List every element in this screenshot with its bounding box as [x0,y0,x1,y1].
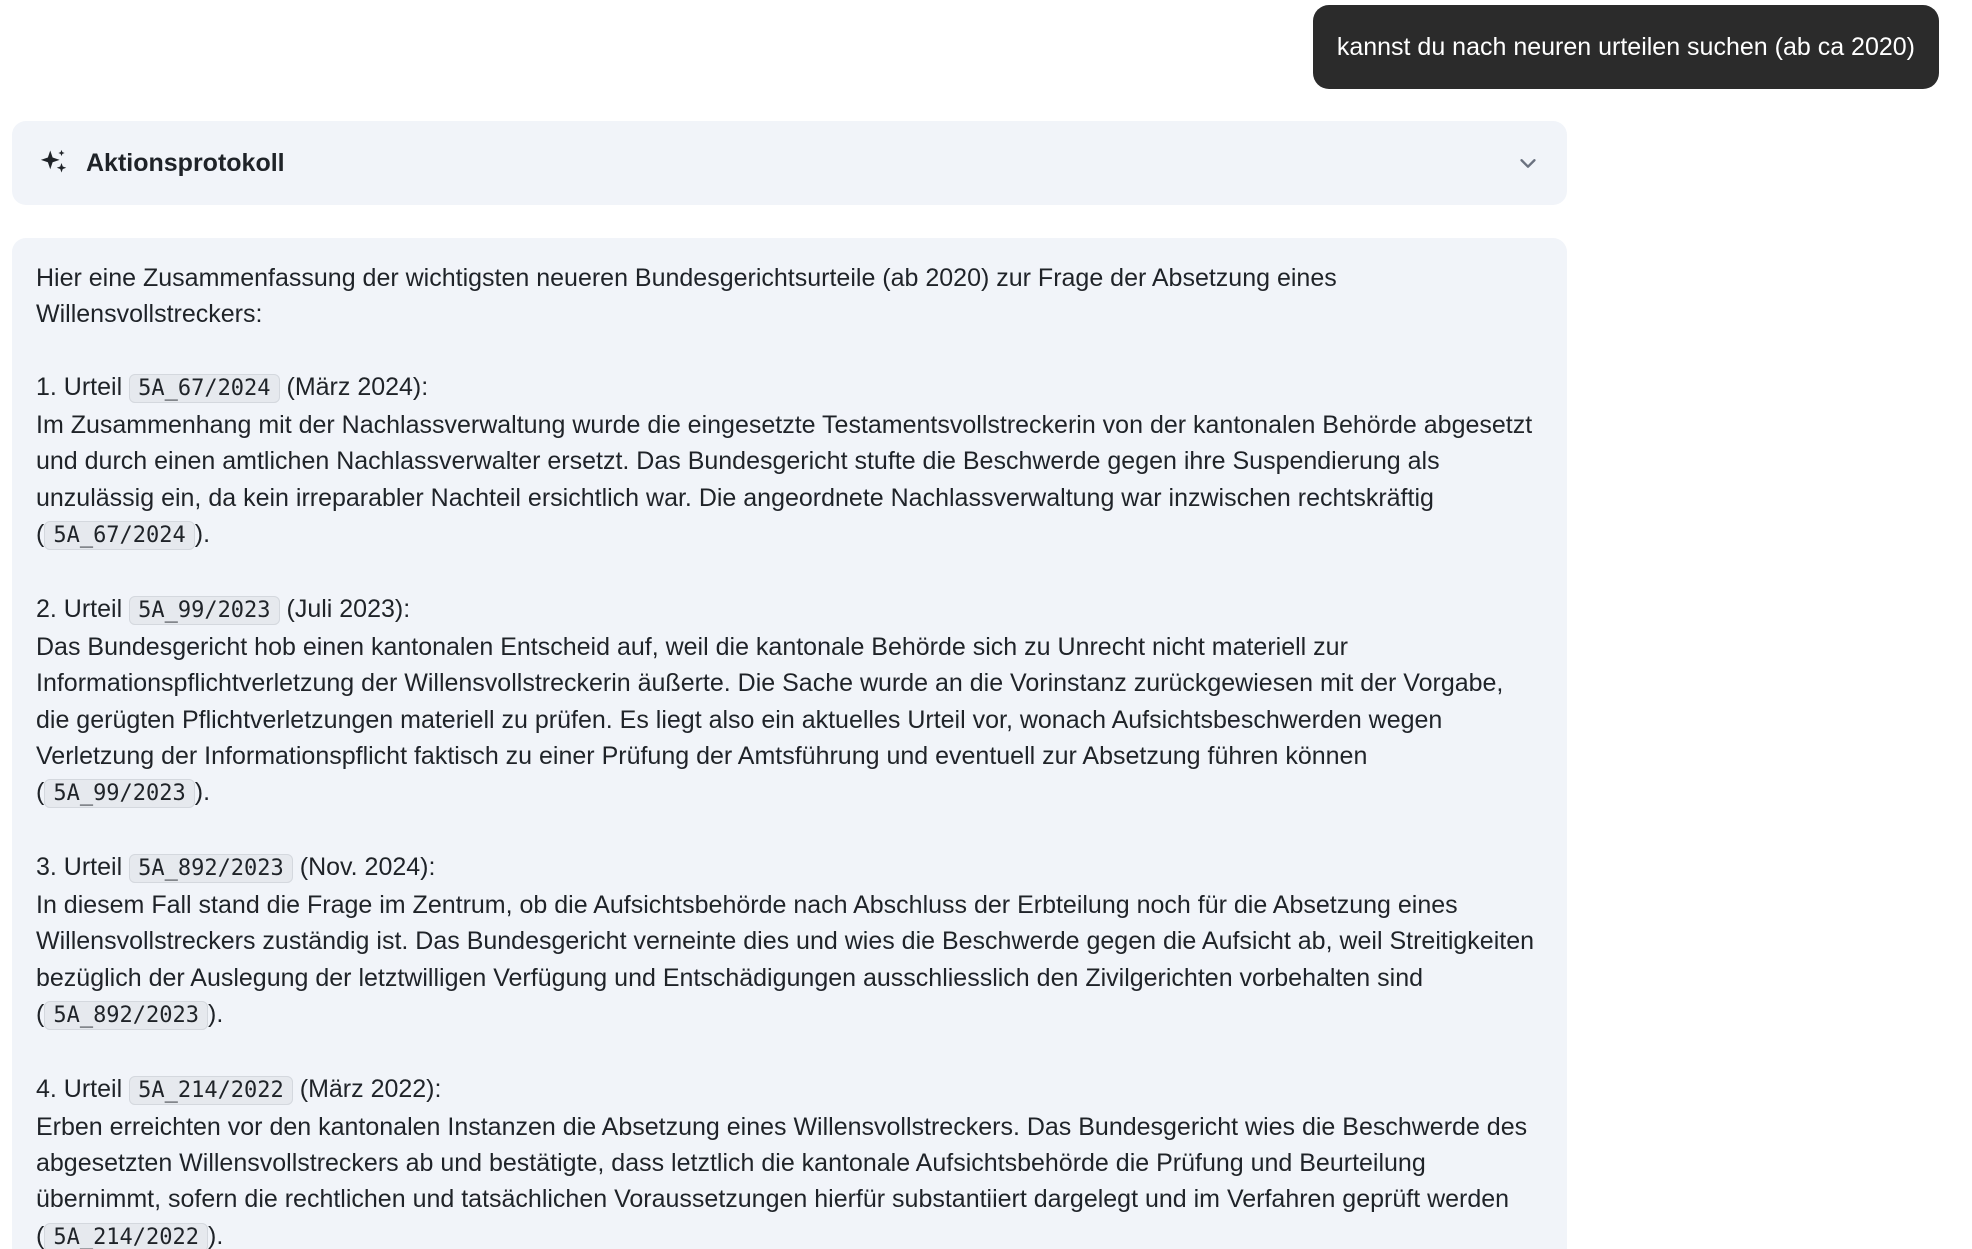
ruling-heading-2 [36,591,1543,629]
ruling-body-2 [36,629,1543,812]
ruling-prefix: 3. Urteil [36,852,130,881]
ruling-prefix: 4. Urteil [36,1074,130,1103]
ruling-heading-4 [36,1071,1543,1109]
ruling-reference-code: 5A_99/2023 [129,596,279,625]
ruling-body-text: Erben erreichten vor den kantonalen Instanzen die Absetzung eines Willensvollstreckers. Das Bundesgericht wies die Beschwerde des abgesetzten Willensvollstreckers ab und bestätigte, dass letztlich die kantonale Aufsichtsbehörde die Prüfung und Beurteilung übernimmt, sofern die rechtlichen und tatsächlichen Voraussetzungen hierfür substantiiert dargelegt und im Verfahren geprüft werden ( [36,1112,1528,1249]
ruling-reference-code: 5A_892/2023 [44,1001,208,1030]
ruling-date: (März 2022): [292,1074,442,1103]
ruling-date: (Juli 2023): [279,594,411,623]
sparkle-icon [36,145,72,181]
action-log-title: Aktionsprotokoll [86,148,285,177]
ruling-body-text: Das Bundesgericht hob einen kantonalen Entscheid auf, weil die kantonale Behörde sich zu Unrecht nicht materiell zur Informationspflichtverletzung der Willensvollstreckerin äußerte. Die Sache wurde an die Vorinstanz zurückgewiesen mit der Vorgabe, die gerügten Pflichtverletzungen materiell zu prüfen. Es liegt also ein aktuelles Urteil vor, wonach Aufsichtsbeschwerden wegen Verletzung der Informationspflicht faktisch zu einer Prüfung der Amtsführung und eventuell zur Absetzung führen können ( [36,632,1504,807]
ruling-body-end: ). [194,778,211,807]
user-message-text: kannst du nach neuren urteilen suchen (ab ca 2020) [1336,32,1915,61]
ruling-body-text: In diesem Fall stand die Frage im Zentrum, ob die Aufsichtsbehörde nach Abschluss der Erbteilung noch für die Absetzung eines Willensvollstreckers zuständig ist. Das Bundesgericht verneinte dies und wies die Beschwerde gegen die Aufsicht ab, weil Streitigkeiten bezüglich der Auslegung der letztwilligen Verfügung und Entschädigungen ausschliesslich den Zivilgerichten vorbehalten sind ( [36,891,1534,1028]
ruling-body-end: ). [208,999,224,1028]
paragraph-gap [36,1034,1543,1070]
ruling-reference-code: 5A_67/2024 [44,521,194,550]
user-message-bubble [1313,5,1939,89]
ruling-reference-code: 5A_892/2023 [129,854,293,883]
paragraph-gap [36,333,1543,369]
ruling-reference-code: 5A_99/2023 [44,779,194,808]
assistant-answer [12,238,1567,1249]
ruling-body-3 [36,887,1543,1034]
chevron-down-icon[interactable] [1513,148,1543,178]
ruling-reference-code: 5A_67/2024 [129,374,279,403]
ruling-date: (März 2024): [279,372,429,401]
ruling-heading-1 [36,369,1543,407]
ruling-body-end: ). [208,1221,224,1249]
ruling-body-end: ). [194,520,211,549]
ruling-body-4 [36,1109,1543,1249]
ruling-body-1 [36,407,1543,554]
ruling-prefix: 2. Urteil [36,594,130,623]
ruling-reference-code: 5A_214/2022 [129,1076,293,1105]
action-log-panel[interactable] [12,121,1567,205]
answer-intro: Hier eine Zusammenfassung der wichtigsten neueren Bundesgerichtsurteile (ab 2020) zur Frage der Absetzung eines Willensvollstreckers: [36,264,1337,329]
paragraph-gap [36,554,1543,590]
ruling-reference-code: 5A_214/2022 [44,1223,208,1249]
ruling-prefix: 1. Urteil [36,372,130,401]
ruling-heading-3 [36,849,1543,887]
ruling-date: (Nov. 2024): [292,852,436,881]
ruling-body-text: Im Zusammenhang mit der Nachlassverwaltung wurde die eingesetzte Testamentsvollstreckerin von der kantonalen Behörde abgesetzt und durch einen amtlichen Nachlassverwalter ersetzt. Das Bundesgericht stufte die Beschwerde gegen ihre Suspendierung als unzulässig ein, da kein irreparabler Nachteil ersichtlich war. Die angeordnete Nachlassverwaltung war inzwischen rechtskräftig ( [36,411,1533,549]
paragraph-gap [36,812,1543,848]
